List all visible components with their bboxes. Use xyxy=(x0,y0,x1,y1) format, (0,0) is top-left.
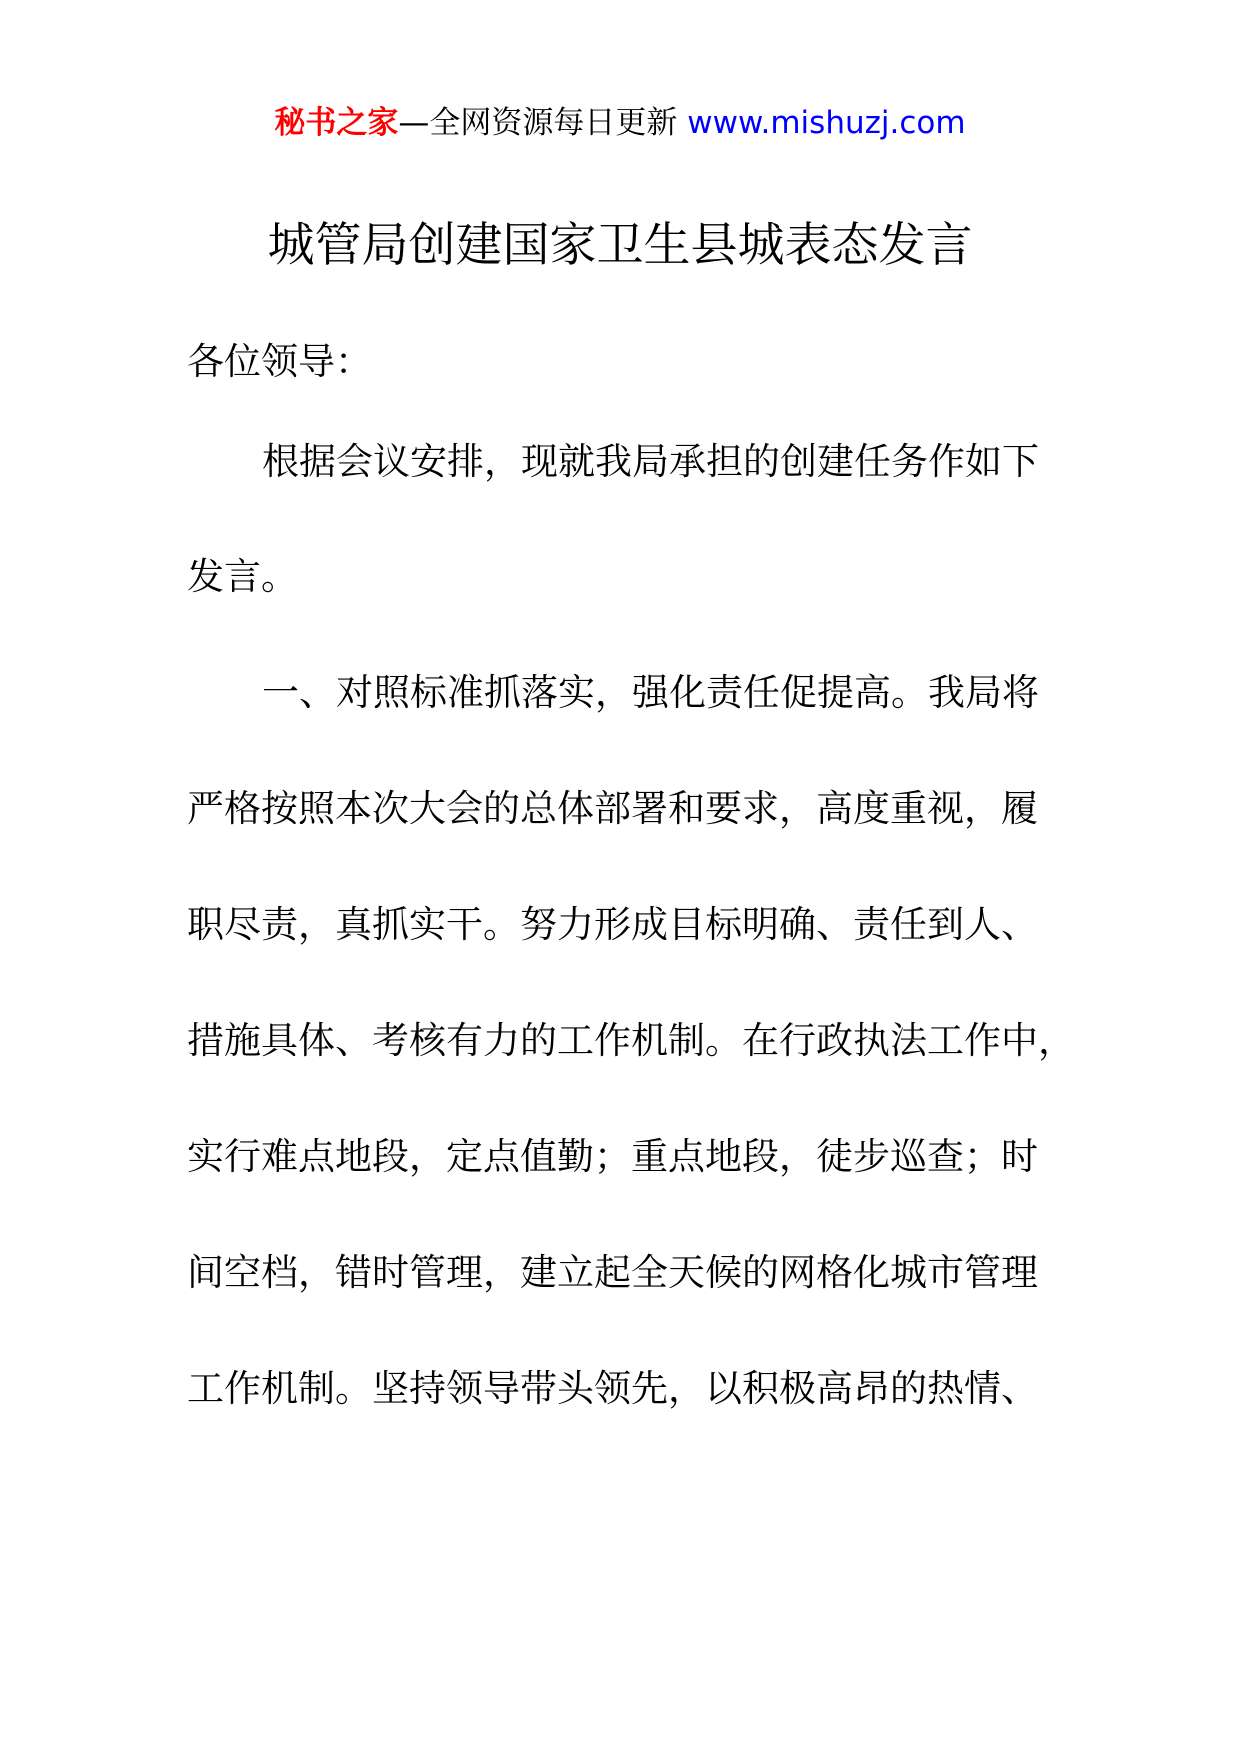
paragraph-line: 措施具体、考核有力的工作机制。在行政执法工作中， xyxy=(187,1019,1075,1062)
salutation: 各位领导： xyxy=(187,340,372,383)
brand-name: 秘书之家 xyxy=(274,105,399,141)
watermark-header xyxy=(0,100,1240,146)
paragraph-line: 严格按照本次大会的总体部署和要求，高度重视，履 xyxy=(187,787,1038,830)
paragraph-line: 职尽责，真抓实干。努力形成目标明确、责任到人、 xyxy=(187,903,1038,946)
paragraph-line: 间空档，错时管理，建立起全天候的网格化城市管理 xyxy=(187,1251,1038,1294)
paragraph-line: 一、对照标准抓落实，强化责任促提高。我局将 xyxy=(262,671,1039,714)
document-title: 城管局创建国家卫生县城表态发言 xyxy=(267,218,973,273)
header-url-link[interactable]: www.mishuzj.com xyxy=(687,105,966,141)
header-tagline: —全网资源每日更新 xyxy=(398,105,678,141)
paragraph-line: 工作机制。坚持领导带头领先，以积极高昂的热情、 xyxy=(187,1367,1038,1410)
paragraph-line: 实行难点地段，定点值勤；重点地段，徒步巡查；时 xyxy=(187,1135,1038,1178)
paragraph-line: 发言。 xyxy=(187,555,298,598)
paragraph-line: 根据会议安排，现就我局承担的创建任务作如下 xyxy=(262,440,1039,483)
